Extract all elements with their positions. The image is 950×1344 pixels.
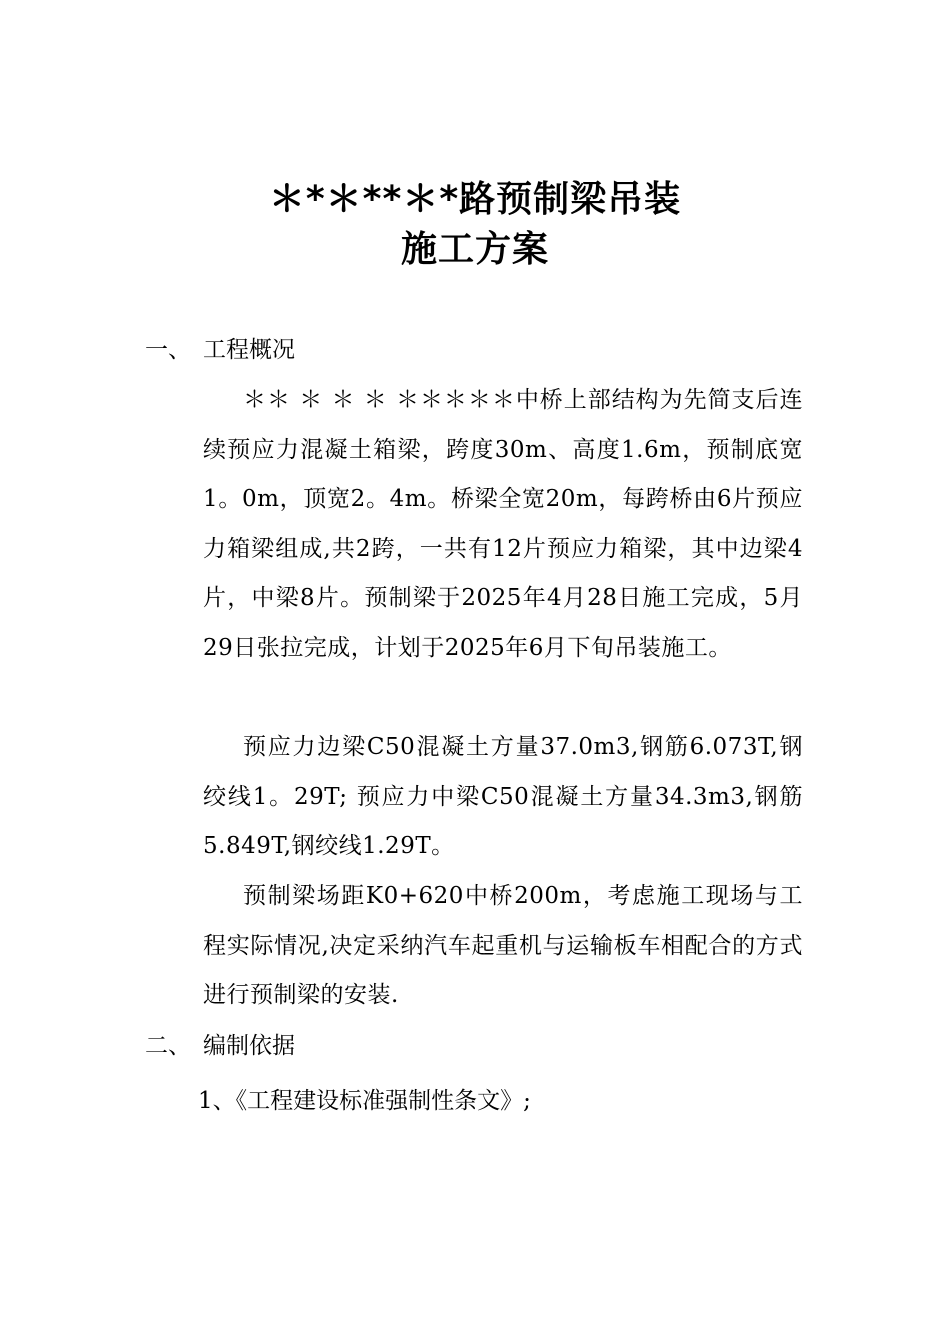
section-title: 工程概况 [203, 337, 295, 363]
document-title: ＊*＊**＊*路预制梁吊装 [268, 179, 682, 220]
section-heading-overview [145, 335, 295, 365]
overview-paragraph-1: ＊＊ ＊ ＊ ＊ ＊＊＊＊＊中桥上部结构为先简支后连续预应力混凝土箱梁，跨度30m、高度1.6m，预制底宽1。0m，顶宽2。4m。桥梁全宽20m，每跨桥由6片预应力箱梁组成,共2跨，一共有12片预应力箱梁，其中边梁4片，中梁8片。预制梁于2025年4月28日施工完成，5月29日张拉完成，计划于2025年6月下旬吊装施工。 [203, 387, 803, 661]
basis-list-item: 1、《工程建设标准强制性条文》; [198, 1088, 531, 1114]
overview-paragraph-3: 预制梁场距K0+620中桥200m，考虑施工现场与工程实际情况,决定采纳汽车起重机与运输板车相配合的方式进行预制梁的安装. [203, 883, 803, 1008]
section-heading-basis [145, 1031, 295, 1061]
section-number: 二、 [145, 1033, 191, 1059]
section-title: 编制依据 [203, 1033, 295, 1059]
document-subtitle: 施工方案 [400, 229, 549, 270]
section-number: 一、 [145, 337, 191, 363]
overview-paragraph-2: 预应力边梁C50混凝土方量37.0m3,钢筋6.073T,钢绞线1。29T; 预应力中梁C50混凝土方量34.3m3,钢筋5.849T,钢绞线1.29T。 [203, 734, 803, 859]
